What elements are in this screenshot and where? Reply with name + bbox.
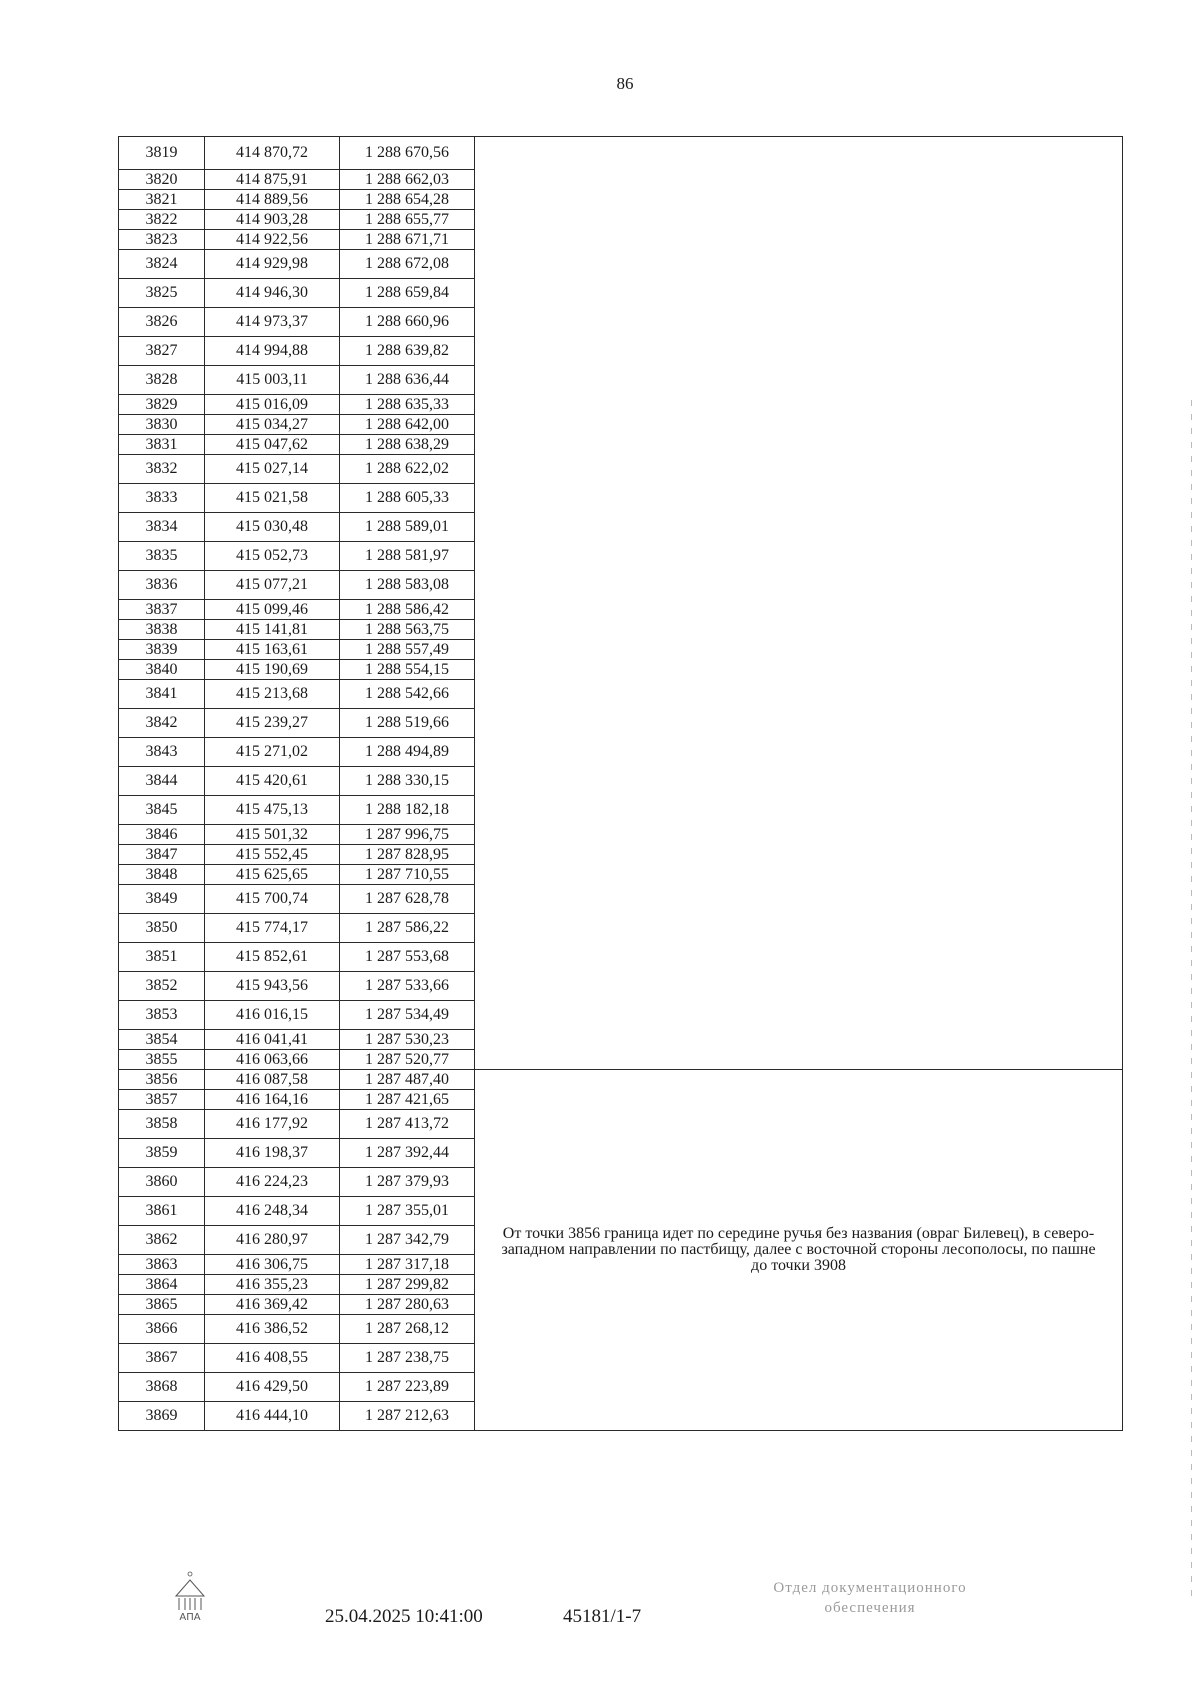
table-row <box>119 137 1123 170</box>
x-coordinate-cell: 416 429,50 <box>205 1373 340 1402</box>
archive-logo-icon <box>170 1570 210 1622</box>
y-coordinate-cell: 1 287 355,01 <box>340 1197 475 1226</box>
point-number-cell: 3844 <box>119 767 205 796</box>
y-coordinate-cell: 1 288 542,66 <box>340 680 475 709</box>
y-coordinate-cell: 1 288 636,44 <box>340 366 475 395</box>
y-coordinate-cell: 1 288 563,75 <box>340 620 475 640</box>
point-number-cell: 3859 <box>119 1139 205 1168</box>
x-coordinate-cell: 415 016,09 <box>205 395 340 415</box>
x-coordinate-cell: 414 922,56 <box>205 230 340 250</box>
y-coordinate-cell: 1 287 520,77 <box>340 1050 475 1070</box>
y-coordinate-cell: 1 288 659,84 <box>340 279 475 308</box>
point-number-cell: 3839 <box>119 640 205 660</box>
point-number-cell: 3824 <box>119 250 205 279</box>
y-coordinate-cell: 1 288 557,49 <box>340 640 475 660</box>
y-coordinate-cell: 1 287 421,65 <box>340 1090 475 1110</box>
point-number-cell: 3819 <box>119 137 205 170</box>
y-coordinate-cell: 1 287 628,78 <box>340 885 475 914</box>
y-coordinate-cell: 1 288 642,00 <box>340 415 475 435</box>
coordinates-table <box>118 136 1123 1431</box>
y-coordinate-cell: 1 288 655,77 <box>340 210 475 230</box>
y-coordinate-cell: 1 287 533,66 <box>340 972 475 1001</box>
x-coordinate-cell: 415 190,69 <box>205 660 340 680</box>
x-coordinate-cell: 416 248,34 <box>205 1197 340 1226</box>
y-coordinate-cell: 1 288 638,29 <box>340 435 475 455</box>
description-lower-cell: От точки 3856 граница идет по середине ручья без названия (овраг Билевец), в северо-западном направлении по пастбищу, далее с восточной стороны лесополосы, по пашне до точки 3908 <box>475 1070 1123 1431</box>
point-number-cell: 3830 <box>119 415 205 435</box>
x-coordinate-cell: 416 369,42 <box>205 1295 340 1315</box>
point-number-cell: 3863 <box>119 1255 205 1275</box>
x-coordinate-cell: 415 271,02 <box>205 738 340 767</box>
x-coordinate-cell: 415 501,32 <box>205 825 340 845</box>
y-coordinate-cell: 1 288 605,33 <box>340 484 475 513</box>
footer-date: 25.04.2025 10:41:00 <box>325 1606 483 1627</box>
table-row <box>119 1070 1123 1090</box>
point-number-cell: 3843 <box>119 738 205 767</box>
description-upper-cell <box>475 137 1123 1070</box>
department-stamp <box>720 1578 1020 1618</box>
x-coordinate-cell: 415 213,68 <box>205 680 340 709</box>
logo-text: АПА <box>179 1612 201 1622</box>
point-number-cell: 3862 <box>119 1226 205 1255</box>
point-number-cell: 3852 <box>119 972 205 1001</box>
point-number-cell: 3837 <box>119 600 205 620</box>
y-coordinate-cell: 1 287 379,93 <box>340 1168 475 1197</box>
y-coordinate-cell: 1 287 828,95 <box>340 845 475 865</box>
x-coordinate-cell: 416 355,23 <box>205 1275 340 1295</box>
point-number-cell: 3836 <box>119 571 205 600</box>
x-coordinate-cell: 415 943,56 <box>205 972 340 1001</box>
point-number-cell: 3833 <box>119 484 205 513</box>
y-coordinate-cell: 1 287 530,23 <box>340 1030 475 1050</box>
y-coordinate-cell: 1 287 392,44 <box>340 1139 475 1168</box>
point-number-cell: 3831 <box>119 435 205 455</box>
point-number-cell: 3867 <box>119 1344 205 1373</box>
point-number-cell: 3829 <box>119 395 205 415</box>
point-number-cell: 3825 <box>119 279 205 308</box>
scan-edge-marks <box>1191 400 1192 1600</box>
x-coordinate-cell: 416 408,55 <box>205 1344 340 1373</box>
x-coordinate-cell: 415 099,46 <box>205 600 340 620</box>
x-coordinate-cell: 416 306,75 <box>205 1255 340 1275</box>
x-coordinate-cell: 415 030,48 <box>205 513 340 542</box>
y-coordinate-cell: 1 288 670,56 <box>340 137 475 170</box>
x-coordinate-cell: 414 929,98 <box>205 250 340 279</box>
y-coordinate-cell: 1 288 622,02 <box>340 455 475 484</box>
x-coordinate-cell: 414 903,28 <box>205 210 340 230</box>
point-number-cell: 3835 <box>119 542 205 571</box>
y-coordinate-cell: 1 287 996,75 <box>340 825 475 845</box>
x-coordinate-cell: 415 475,13 <box>205 796 340 825</box>
x-coordinate-cell: 414 946,30 <box>205 279 340 308</box>
point-number-cell: 3860 <box>119 1168 205 1197</box>
y-coordinate-cell: 1 288 635,33 <box>340 395 475 415</box>
point-number-cell: 3821 <box>119 190 205 210</box>
y-coordinate-cell: 1 288 554,15 <box>340 660 475 680</box>
y-coordinate-cell: 1 287 342,79 <box>340 1226 475 1255</box>
point-number-cell: 3834 <box>119 513 205 542</box>
point-number-cell: 3848 <box>119 865 205 885</box>
x-coordinate-cell: 414 875,91 <box>205 170 340 190</box>
point-number-cell: 3856 <box>119 1070 205 1090</box>
x-coordinate-cell: 414 870,72 <box>205 137 340 170</box>
x-coordinate-cell: 416 063,66 <box>205 1050 340 1070</box>
point-number-cell: 3838 <box>119 620 205 640</box>
point-number-cell: 3823 <box>119 230 205 250</box>
point-number-cell: 3846 <box>119 825 205 845</box>
y-coordinate-cell: 1 287 317,18 <box>340 1255 475 1275</box>
point-number-cell: 3865 <box>119 1295 205 1315</box>
y-coordinate-cell: 1 288 672,08 <box>340 250 475 279</box>
stamp-line-1: Отдел документационного <box>773 1580 967 1596</box>
point-number-cell: 3857 <box>119 1090 205 1110</box>
y-coordinate-cell: 1 287 268,12 <box>340 1315 475 1344</box>
x-coordinate-cell: 416 386,52 <box>205 1315 340 1344</box>
point-number-cell: 3841 <box>119 680 205 709</box>
x-coordinate-cell: 415 239,27 <box>205 709 340 738</box>
y-coordinate-cell: 1 288 330,15 <box>340 767 475 796</box>
y-coordinate-cell: 1 288 662,03 <box>340 170 475 190</box>
x-coordinate-cell: 415 625,65 <box>205 865 340 885</box>
y-coordinate-cell: 1 287 299,82 <box>340 1275 475 1295</box>
point-number-cell: 3868 <box>119 1373 205 1402</box>
point-number-cell: 3845 <box>119 796 205 825</box>
page-number: 86 <box>616 74 634 93</box>
y-coordinate-cell: 1 288 182,18 <box>340 796 475 825</box>
y-coordinate-cell: 1 288 519,66 <box>340 709 475 738</box>
x-coordinate-cell: 414 889,56 <box>205 190 340 210</box>
y-coordinate-cell: 1 288 586,42 <box>340 600 475 620</box>
y-coordinate-cell: 1 288 589,01 <box>340 513 475 542</box>
point-number-cell: 3853 <box>119 1001 205 1030</box>
point-number-cell: 3842 <box>119 709 205 738</box>
x-coordinate-cell: 416 041,41 <box>205 1030 340 1050</box>
point-number-cell: 3858 <box>119 1110 205 1139</box>
point-number-cell: 3869 <box>119 1402 205 1431</box>
x-coordinate-cell: 416 016,15 <box>205 1001 340 1030</box>
x-coordinate-cell: 415 003,11 <box>205 366 340 395</box>
y-coordinate-cell: 1 288 581,97 <box>340 542 475 571</box>
x-coordinate-cell: 416 444,10 <box>205 1402 340 1431</box>
footer <box>0 1570 1200 1660</box>
point-number-cell: 3827 <box>119 337 205 366</box>
x-coordinate-cell: 415 141,81 <box>205 620 340 640</box>
x-coordinate-cell: 415 021,58 <box>205 484 340 513</box>
x-coordinate-cell: 415 420,61 <box>205 767 340 796</box>
y-coordinate-cell: 1 287 534,49 <box>340 1001 475 1030</box>
point-number-cell: 3855 <box>119 1050 205 1070</box>
point-number-cell: 3861 <box>119 1197 205 1226</box>
point-number-cell: 3847 <box>119 845 205 865</box>
x-coordinate-cell: 415 034,27 <box>205 415 340 435</box>
x-coordinate-cell: 415 077,21 <box>205 571 340 600</box>
y-coordinate-cell: 1 287 553,68 <box>340 943 475 972</box>
x-coordinate-cell: 414 994,88 <box>205 337 340 366</box>
x-coordinate-cell: 415 700,74 <box>205 885 340 914</box>
y-coordinate-cell: 1 288 639,82 <box>340 337 475 366</box>
x-coordinate-cell: 415 027,14 <box>205 455 340 484</box>
footer-doc-number: 45181/1-7 <box>563 1606 642 1627</box>
x-coordinate-cell: 416 224,23 <box>205 1168 340 1197</box>
point-number-cell: 3822 <box>119 210 205 230</box>
x-coordinate-cell: 415 852,61 <box>205 943 340 972</box>
x-coordinate-cell: 416 164,16 <box>205 1090 340 1110</box>
y-coordinate-cell: 1 287 212,63 <box>340 1402 475 1431</box>
y-coordinate-cell: 1 288 654,28 <box>340 190 475 210</box>
x-coordinate-cell: 414 973,37 <box>205 308 340 337</box>
point-number-cell: 3826 <box>119 308 205 337</box>
x-coordinate-cell: 416 198,37 <box>205 1139 340 1168</box>
y-coordinate-cell: 1 287 280,63 <box>340 1295 475 1315</box>
x-coordinate-cell: 416 280,97 <box>205 1226 340 1255</box>
x-coordinate-cell: 415 052,73 <box>205 542 340 571</box>
y-coordinate-cell: 1 288 583,08 <box>340 571 475 600</box>
point-number-cell: 3851 <box>119 943 205 972</box>
x-coordinate-cell: 415 774,17 <box>205 914 340 943</box>
point-number-cell: 3850 <box>119 914 205 943</box>
x-coordinate-cell: 415 163,61 <box>205 640 340 660</box>
y-coordinate-cell: 1 287 413,72 <box>340 1110 475 1139</box>
y-coordinate-cell: 1 288 494,89 <box>340 738 475 767</box>
point-number-cell: 3864 <box>119 1275 205 1295</box>
y-coordinate-cell: 1 287 586,22 <box>340 914 475 943</box>
y-coordinate-cell: 1 288 660,96 <box>340 308 475 337</box>
y-coordinate-cell: 1 288 671,71 <box>340 230 475 250</box>
y-coordinate-cell: 1 287 487,40 <box>340 1070 475 1090</box>
x-coordinate-cell: 415 047,62 <box>205 435 340 455</box>
x-coordinate-cell: 415 552,45 <box>205 845 340 865</box>
x-coordinate-cell: 416 177,92 <box>205 1110 340 1139</box>
y-coordinate-cell: 1 287 223,89 <box>340 1373 475 1402</box>
point-number-cell: 3820 <box>119 170 205 190</box>
point-number-cell: 3832 <box>119 455 205 484</box>
point-number-cell: 3866 <box>119 1315 205 1344</box>
point-number-cell: 3854 <box>119 1030 205 1050</box>
point-number-cell: 3840 <box>119 660 205 680</box>
y-coordinate-cell: 1 287 710,55 <box>340 865 475 885</box>
stamp-line-2: обеспечения <box>824 1600 916 1616</box>
y-coordinate-cell: 1 287 238,75 <box>340 1344 475 1373</box>
point-number-cell: 3828 <box>119 366 205 395</box>
point-number-cell: 3849 <box>119 885 205 914</box>
x-coordinate-cell: 416 087,58 <box>205 1070 340 1090</box>
